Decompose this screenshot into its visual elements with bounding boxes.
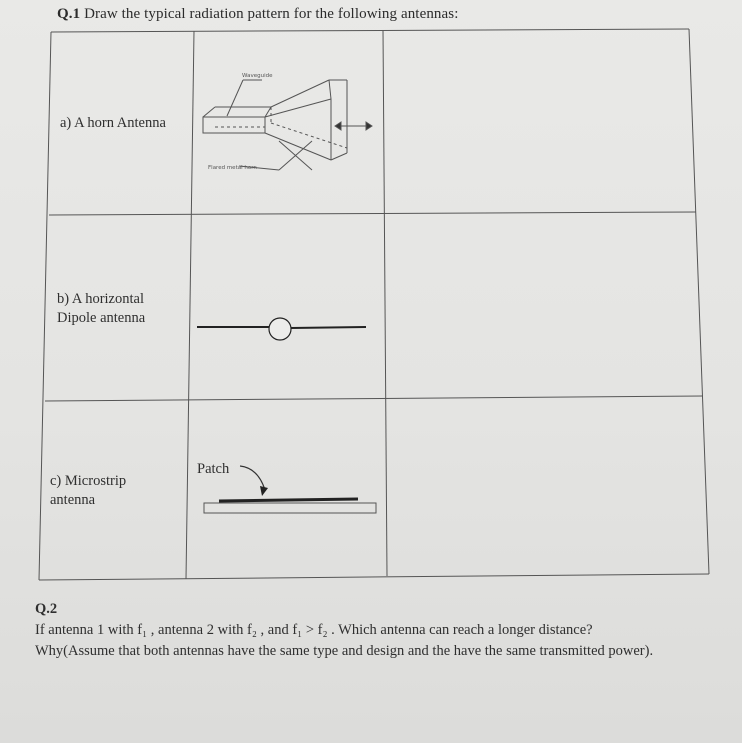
- row-b-label: [57, 290, 145, 328]
- question-1-number: Q.1: [57, 6, 81, 22]
- question-1-text: Draw the typical radiation pattern for the following antennas:: [84, 6, 459, 22]
- waveguide-label: Waveguide: [242, 73, 273, 79]
- row-a-label-line1: a) A horn Antenna: [60, 115, 166, 131]
- microstrip-antenna-diagram: [204, 466, 376, 513]
- table-right-border: [689, 29, 709, 574]
- row-c-label-line1: c) Microstrip: [50, 473, 127, 489]
- question-2-number: Q.2: [35, 601, 58, 617]
- dipole-antenna-diagram: [197, 318, 366, 340]
- row-b-label-line2: Dipole antenna: [57, 310, 146, 326]
- table-top-border: [51, 29, 689, 32]
- row-divider-1: [49, 212, 696, 215]
- question-2: [35, 599, 695, 662]
- patch-label: Patch: [197, 461, 230, 477]
- question-2-text: If antenna 1 with f₁ , antenna 2 with f₂ , and f₁ > f₂ . Which antenna can reach a longer distance? Why(Assume that both antennas have the same type and design and the have the same transmitted power).: [35, 622, 654, 659]
- row-c-label: [50, 472, 126, 510]
- row-c-label-line2: antenna: [50, 492, 96, 508]
- row-b-label-line1: b) A horizontal: [57, 291, 144, 307]
- column-divider-1: [186, 31, 194, 579]
- column-divider-2: [383, 30, 387, 576]
- table-bottom-border: [39, 574, 709, 580]
- row-divider-2: [45, 396, 703, 401]
- row-a-label: [60, 114, 166, 133]
- flared-horn-label: Flared metal horn: [208, 165, 257, 171]
- horn-antenna-diagram: [203, 80, 372, 170]
